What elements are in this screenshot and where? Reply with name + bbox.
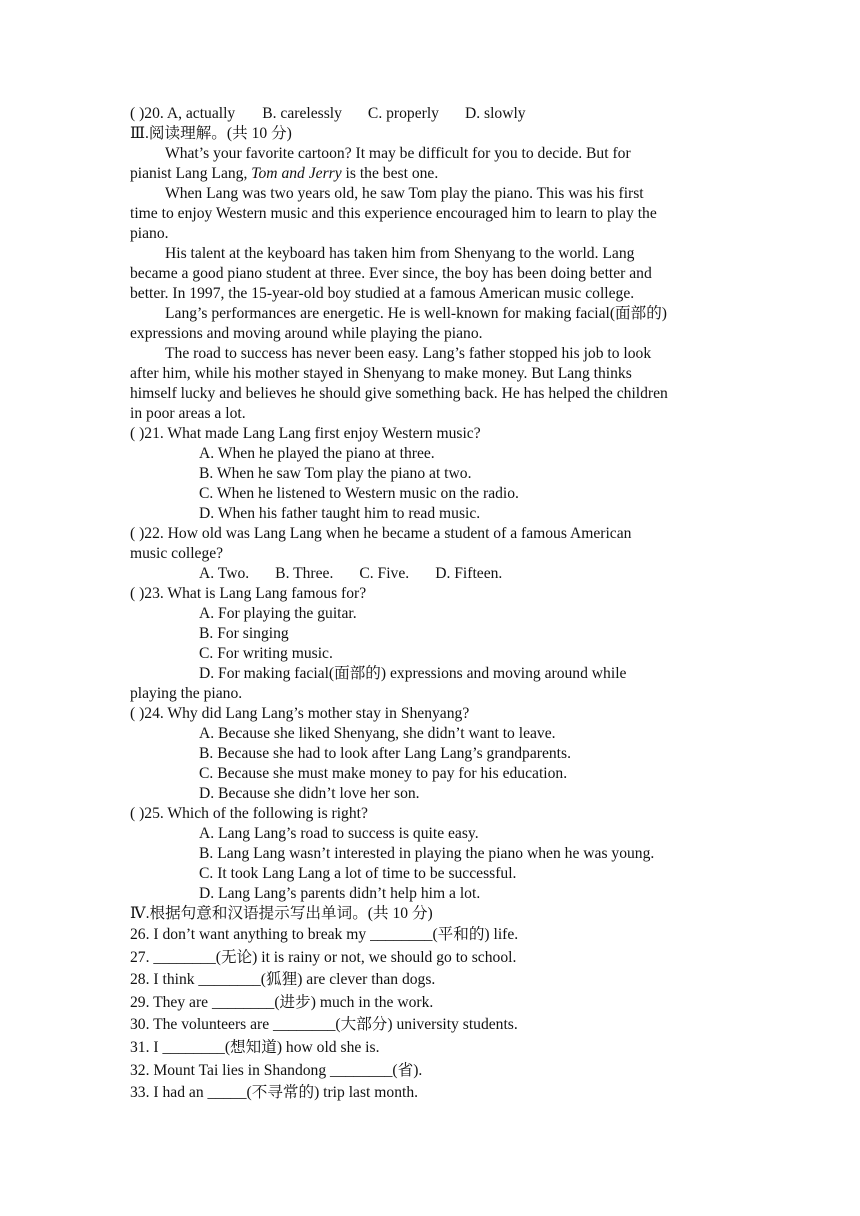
answer-option: D. Because she didn’t love her son.	[199, 785, 420, 802]
question-23	[130, 584, 736, 704]
answer-option: A. For playing the guitar.	[199, 605, 357, 622]
answer-option: A. Because she liked Shenyang, she didn’t want to leave.	[199, 725, 556, 742]
fill-item: 28. I think ________(狐狸) are clever than dogs.	[130, 971, 436, 989]
answer-option: B. For singing	[199, 625, 289, 642]
passage-line: in poor areas a lot.	[130, 405, 246, 422]
answer-option: D. When his father taught him to read music.	[199, 505, 481, 522]
passage-line: piano.	[130, 225, 169, 242]
fill-item: 33. I had an _____(不寻常的) trip last month.	[130, 1084, 419, 1102]
answer-option: B. Because she had to look after Lang Lang’s grandparents.	[199, 745, 571, 762]
section-3-title: Ⅲ.阅读理解。(共 10 分)	[130, 125, 292, 142]
passage-line: His talent at the keyboard has taken him from Shenyang to the world. Lang	[165, 245, 635, 262]
q20-option-c: C. properly	[367, 105, 439, 122]
passage-line: himself lucky and believes he should give something back. He has helped the children	[130, 385, 668, 402]
answer-option: B. When he saw Tom play the piano at two.	[199, 465, 472, 482]
answer-option: A. Two.	[199, 565, 250, 582]
question-25	[130, 804, 736, 904]
answer-option: D. Fifteen.	[435, 565, 503, 582]
fill-item: 32. Mount Tai lies in Shandong ________(省).	[130, 1061, 423, 1079]
answer-option: C. Five.	[359, 565, 410, 582]
answer-option: B. Three.	[275, 565, 334, 582]
fill-item: 26. I don’t want anything to break my ________(平和的) life.	[130, 926, 519, 943]
answer-option: A. Lang Lang’s road to success is quite easy.	[199, 825, 479, 842]
fill-item: 31. I ________(想知道) how old she is.	[130, 1038, 380, 1056]
cartoon-title: Tom and Jerry	[251, 165, 342, 182]
answer-option: C. When he listened to Western music on the radio.	[199, 485, 519, 502]
passage-line: became a good piano student at three. Ever since, the boy has been doing better and	[130, 265, 652, 282]
passage-line: Lang’s performances are energetic. He is well-known for making facial(面部的)	[165, 305, 667, 322]
passage-line: expressions and moving around while playing the piano.	[130, 325, 483, 342]
passage-line: What’s your favorite cartoon? It may be difficult for you to decide. But for	[165, 145, 631, 162]
q20-option-d: D. slowly	[464, 105, 526, 122]
passage-text: pianist Lang Lang,	[130, 165, 252, 182]
question-stem: ( )23. What is Lang Lang famous for?	[130, 585, 367, 602]
passage-line: The road to success has never been easy. Lang’s father stopped his job to look	[165, 345, 652, 362]
answer-option: C. It took Lang Lang a lot of time to be successful.	[199, 865, 517, 882]
question-22	[130, 524, 736, 584]
answer-option: C. Because she must make money to pay for his education.	[199, 765, 568, 782]
answer-options-row	[130, 564, 736, 584]
answer-option: D. Lang Lang’s parents didn’t help him a lot.	[199, 885, 481, 902]
passage-line: When Lang was two years old, he saw Tom play the piano. This was his first	[165, 185, 644, 202]
fill-item: 29. They are ________(进步) much in the work.	[130, 993, 434, 1011]
passage-line: after him, while his mother stayed in Shenyang to make money. But Lang thinks	[130, 365, 632, 382]
passage-text: is the best one.	[341, 165, 439, 182]
q20-option-b: B. carelessly	[262, 105, 342, 122]
answer-option: B. Lang Lang wasn’t interested in playing the piano when he was young.	[199, 845, 655, 862]
question-stem: ( )22. How old was Lang Lang when he became a student of a famous American	[130, 525, 632, 542]
passage-line	[130, 164, 736, 184]
passage-line: time to enjoy Western music and this experience encouraged him to learn to play the	[130, 205, 657, 222]
question-stem-cont: music college?	[130, 545, 224, 562]
q20-stem-option-a: ( )20. A, actually	[130, 105, 236, 122]
question-stem: ( )21. What made Lang Lang first enjoy Western music?	[130, 425, 481, 442]
question-stem: ( )24. Why did Lang Lang’s mother stay in Shenyang?	[130, 705, 470, 722]
answer-option-cont: playing the piano.	[130, 685, 243, 702]
fill-item: 27. ________(无论) it is rainy or not, we should go to school.	[130, 948, 517, 966]
worksheet-page	[130, 104, 736, 1105]
question-24	[130, 704, 736, 804]
fill-item: 30. The volunteers are ________(大部分) university students.	[130, 1016, 518, 1034]
question-20	[130, 104, 736, 124]
passage-line: better. In 1997, the 15-year-old boy studied at a famous American music college.	[130, 285, 635, 302]
reading-passage	[130, 144, 736, 424]
answer-option: A. When he played the piano at three.	[199, 445, 435, 462]
section-4-title: Ⅳ.根据句意和汉语提示写出单词。(共 10 分)	[130, 905, 433, 922]
question-stem: ( )25. Which of the following is right?	[130, 805, 368, 822]
question-21	[130, 424, 736, 524]
fill-in-blanks	[130, 924, 736, 1105]
answer-option: C. For writing music.	[199, 645, 333, 662]
answer-option: D. For making facial(面部的) expressions and moving around while	[199, 665, 627, 682]
